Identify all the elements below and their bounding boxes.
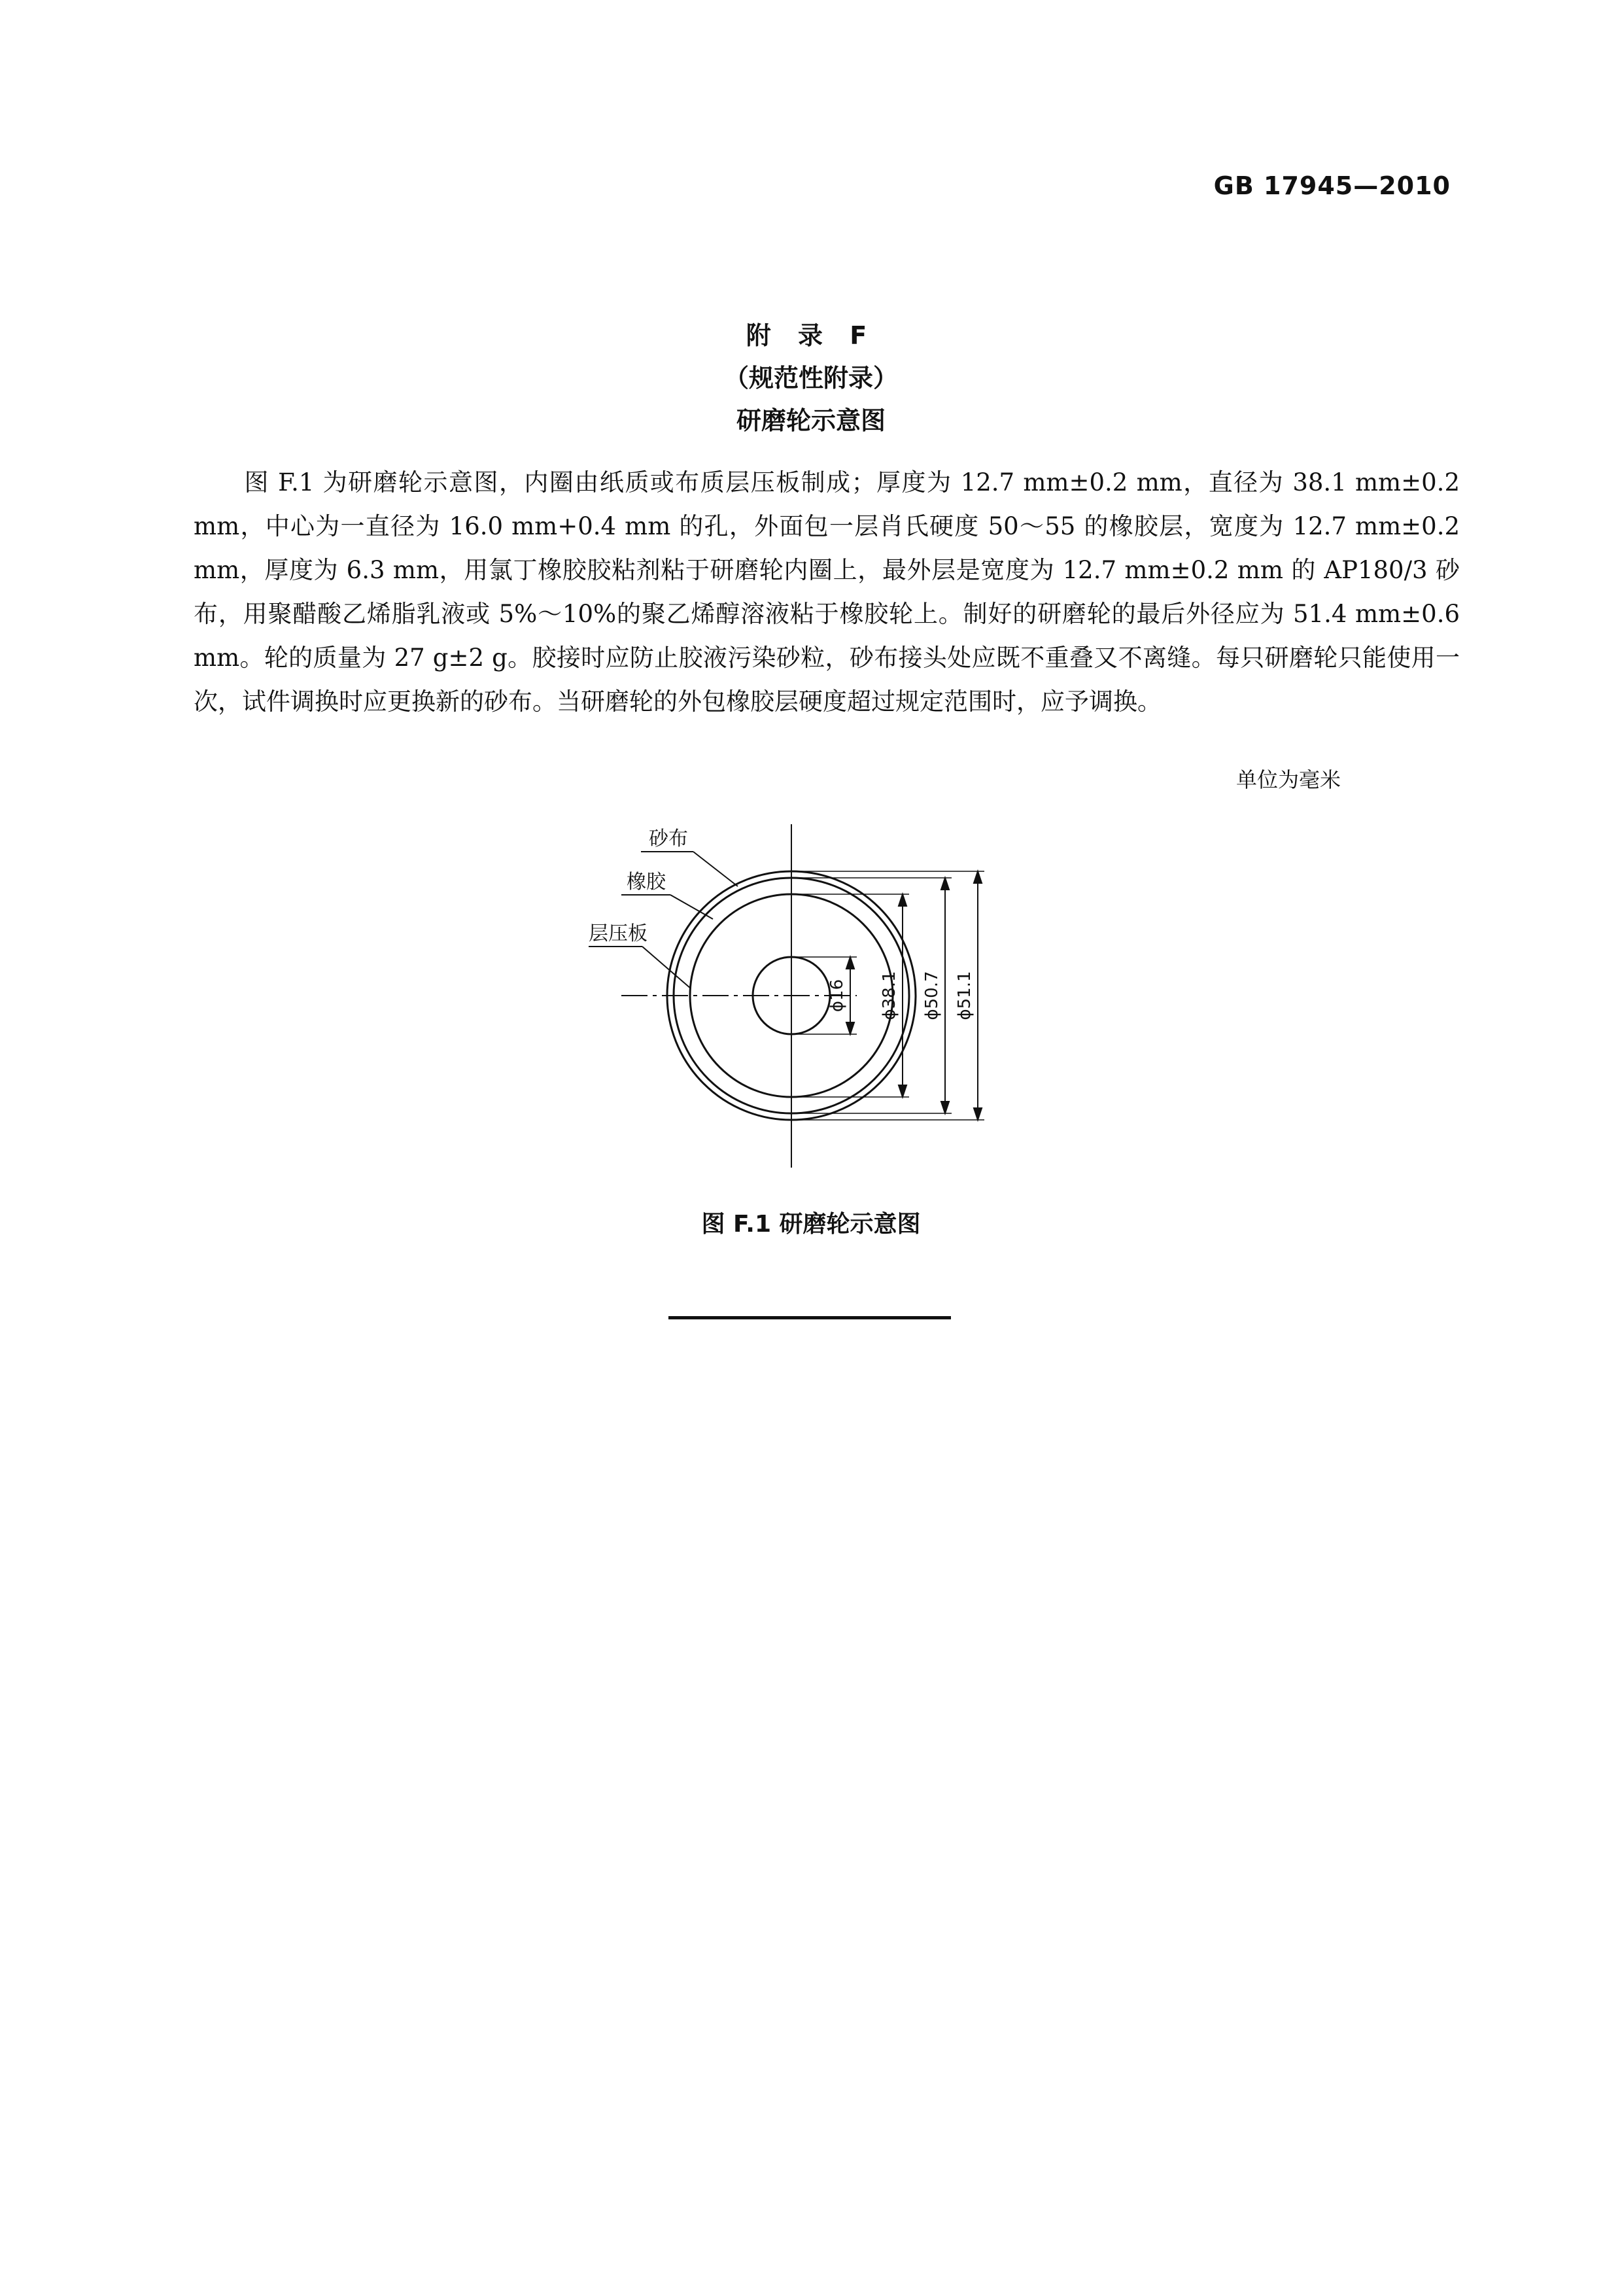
body-paragraph <box>194 461 1460 723</box>
rubber-leader <box>670 895 713 919</box>
appendix-name: 研磨轮示意图 <box>736 406 886 435</box>
laminate-arrow-top <box>899 894 906 906</box>
appendix-title: 附 录 F <box>746 321 876 350</box>
standard-code: GB 17945—2010 <box>1213 171 1451 200</box>
outer-dimension-label: ϕ51.1 <box>955 971 975 1020</box>
hole-arrow-bottom <box>846 1022 854 1034</box>
grinding-wheel-drawing <box>589 811 1086 1177</box>
laminate-arrow-bottom <box>899 1085 906 1097</box>
abrasive-leader <box>693 852 738 886</box>
end-rule <box>668 1316 951 1319</box>
laminate-dimension-label: ϕ38.1 <box>880 971 899 1020</box>
rubber-dimension-label: ϕ50.7 <box>922 971 942 1020</box>
rubber-label: 橡胶 <box>627 871 666 894</box>
rubber-arrow-bottom <box>941 1102 949 1113</box>
outer-arrow-top <box>974 871 982 883</box>
appendix-subtitle: （规范性附录） <box>723 364 898 392</box>
rubber-arrow-top <box>941 878 949 890</box>
outer-arrow-bottom <box>974 1108 982 1120</box>
abrasive-cloth-label: 砂布 <box>649 827 688 850</box>
figure-caption: 图 F.1 研磨轮示意图 <box>701 1211 921 1238</box>
unit-note: 单位为毫米 <box>1235 767 1341 792</box>
hole-arrow-top <box>846 957 854 969</box>
body-paragraph-text: 图 F.1 为研磨轮示意图，内圈由纸质或布质层压板制成；厚度为 12.7 mm±0.2 mm，直径为 38.1 mm±0.2 mm，中心为一直径为 16.0 mm+0.4 mm 的孔，外面包一层肖氏硬度 50～55 的橡胶层，宽度为 12.7 mm±0.2 mm，厚度为 6.3 mm，用氯丁橡胶胶粘剂粘于研磨轮内圈上，最外层是宽度为 12.7 mm±0.2 mm 的 AP180/3 砂布，用聚醋酸乙烯脂乳液或 5%～10%的聚乙烯醇溶液粘于橡胶轮上。制好的研磨轮的最后外径应为 51.4 mm±0.6 mm。轮的质量为 27 g±2 g。胶接时应防止胶液污染砂粒，砂布接头处应既不重叠又不离缝。每只研磨轮只能使用一次，试件调换时应更换新的砂布。当研磨轮的外包橡胶层硬度超过规定范围时，应予调换。 <box>194 468 1460 716</box>
laminate-label: 层压板 <box>589 922 647 945</box>
laminate-leader <box>642 947 691 988</box>
hole-dimension-label: ϕ16 <box>827 979 847 1013</box>
grinding-wheel-figure <box>589 811 1086 1177</box>
